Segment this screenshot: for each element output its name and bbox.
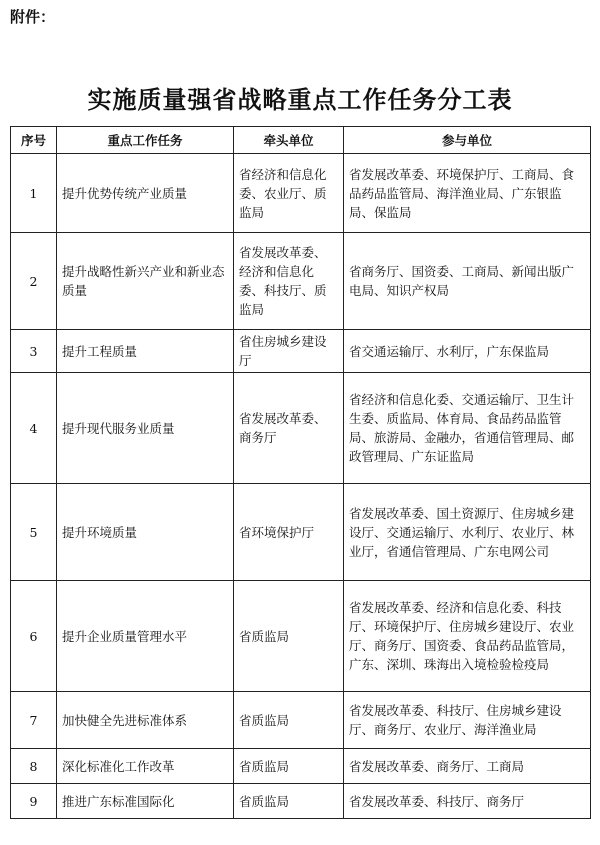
row-participants: 省发展改革委、环境保护厅、工商局、食品药品监管局、海洋渔业局、广东银监局、保监局 <box>344 154 591 233</box>
attachment-label: 附件： <box>10 8 56 26</box>
row-participants: 省商务厅、国资委、工商局、新闻出版广电局、知识产权局 <box>344 233 591 330</box>
header-index: 序号 <box>11 127 57 154</box>
table-row <box>11 784 591 819</box>
row-lead: 省经济和信息化委、农业厅、质监局 <box>234 154 344 233</box>
row-task: 加快健全先进标准体系 <box>57 692 234 749</box>
table-header-row <box>11 127 591 154</box>
row-index: 2 <box>11 233 57 330</box>
row-index: 1 <box>11 154 57 233</box>
table-row <box>11 581 591 692</box>
row-task: 深化标准化工作改革 <box>57 749 234 784</box>
row-index: 8 <box>11 749 57 784</box>
table-row <box>11 233 591 330</box>
table-row <box>11 692 591 749</box>
row-index: 9 <box>11 784 57 819</box>
header-task: 重点工作任务 <box>57 127 234 154</box>
row-lead: 省质监局 <box>234 581 344 692</box>
row-task: 提升环境质量 <box>57 484 234 581</box>
row-participants: 省发展改革委、科技厅、商务厅 <box>344 784 591 819</box>
row-task: 提升战略性新兴产业和新业态质量 <box>57 233 234 330</box>
row-task: 提升企业质量管理水平 <box>57 581 234 692</box>
row-participants: 省经济和信息化委、交通运输厅、卫生计生委、质监局、体育局、食品药品监管局、旅游局、金融办，省通信管理局、邮政管理局、广东证监局 <box>344 373 591 484</box>
row-lead: 省质监局 <box>234 784 344 819</box>
row-lead: 省发展改革委、商务厅 <box>234 373 344 484</box>
row-index: 6 <box>11 581 57 692</box>
table-row <box>11 373 591 484</box>
row-lead: 省住房城乡建设厅 <box>234 330 344 373</box>
row-lead: 省发展改革委、经济和信息化委、科技厅、质监局 <box>234 233 344 330</box>
row-participants: 省发展改革委、国土资源厅、住房城乡建设厅、交通运输厅、水利厅、农业厅、林业厅，省通信管理局、广东电网公司 <box>344 484 591 581</box>
row-task: 提升优势传统产业质量 <box>57 154 234 233</box>
row-index: 5 <box>11 484 57 581</box>
row-index: 3 <box>11 330 57 373</box>
header-lead: 牵头单位 <box>234 127 344 154</box>
table-row <box>11 154 591 233</box>
task-division-table <box>10 126 591 819</box>
row-lead: 省环境保护厅 <box>234 484 344 581</box>
row-participants: 省交通运输厅、水利厅，广东保监局 <box>344 330 591 373</box>
row-index: 7 <box>11 692 57 749</box>
row-participants: 省发展改革委、科技厅、住房城乡建设厅、商务厅、农业厅、海洋渔业局 <box>344 692 591 749</box>
table-row <box>11 749 591 784</box>
row-participants: 省发展改革委、商务厅、工商局 <box>344 749 591 784</box>
table-row <box>11 330 591 373</box>
page-title: 实施质量强省战略重点工作任务分工表 <box>87 85 513 114</box>
row-lead: 省质监局 <box>234 692 344 749</box>
row-task: 提升工程质量 <box>57 330 234 373</box>
row-task: 推进广东标准国际化 <box>57 784 234 819</box>
row-task: 提升现代服务业质量 <box>57 373 234 484</box>
header-participants: 参与单位 <box>344 127 591 154</box>
row-lead: 省质监局 <box>234 749 344 784</box>
row-participants: 省发展改革委、经济和信息化委、科技厅、环境保护厅、住房城乡建设厅、农业厅、商务厅、国资委、食品药品监管局，广东、深圳、珠海出入境检验检疫局 <box>344 581 591 692</box>
table-row <box>11 484 591 581</box>
row-index: 4 <box>11 373 57 484</box>
